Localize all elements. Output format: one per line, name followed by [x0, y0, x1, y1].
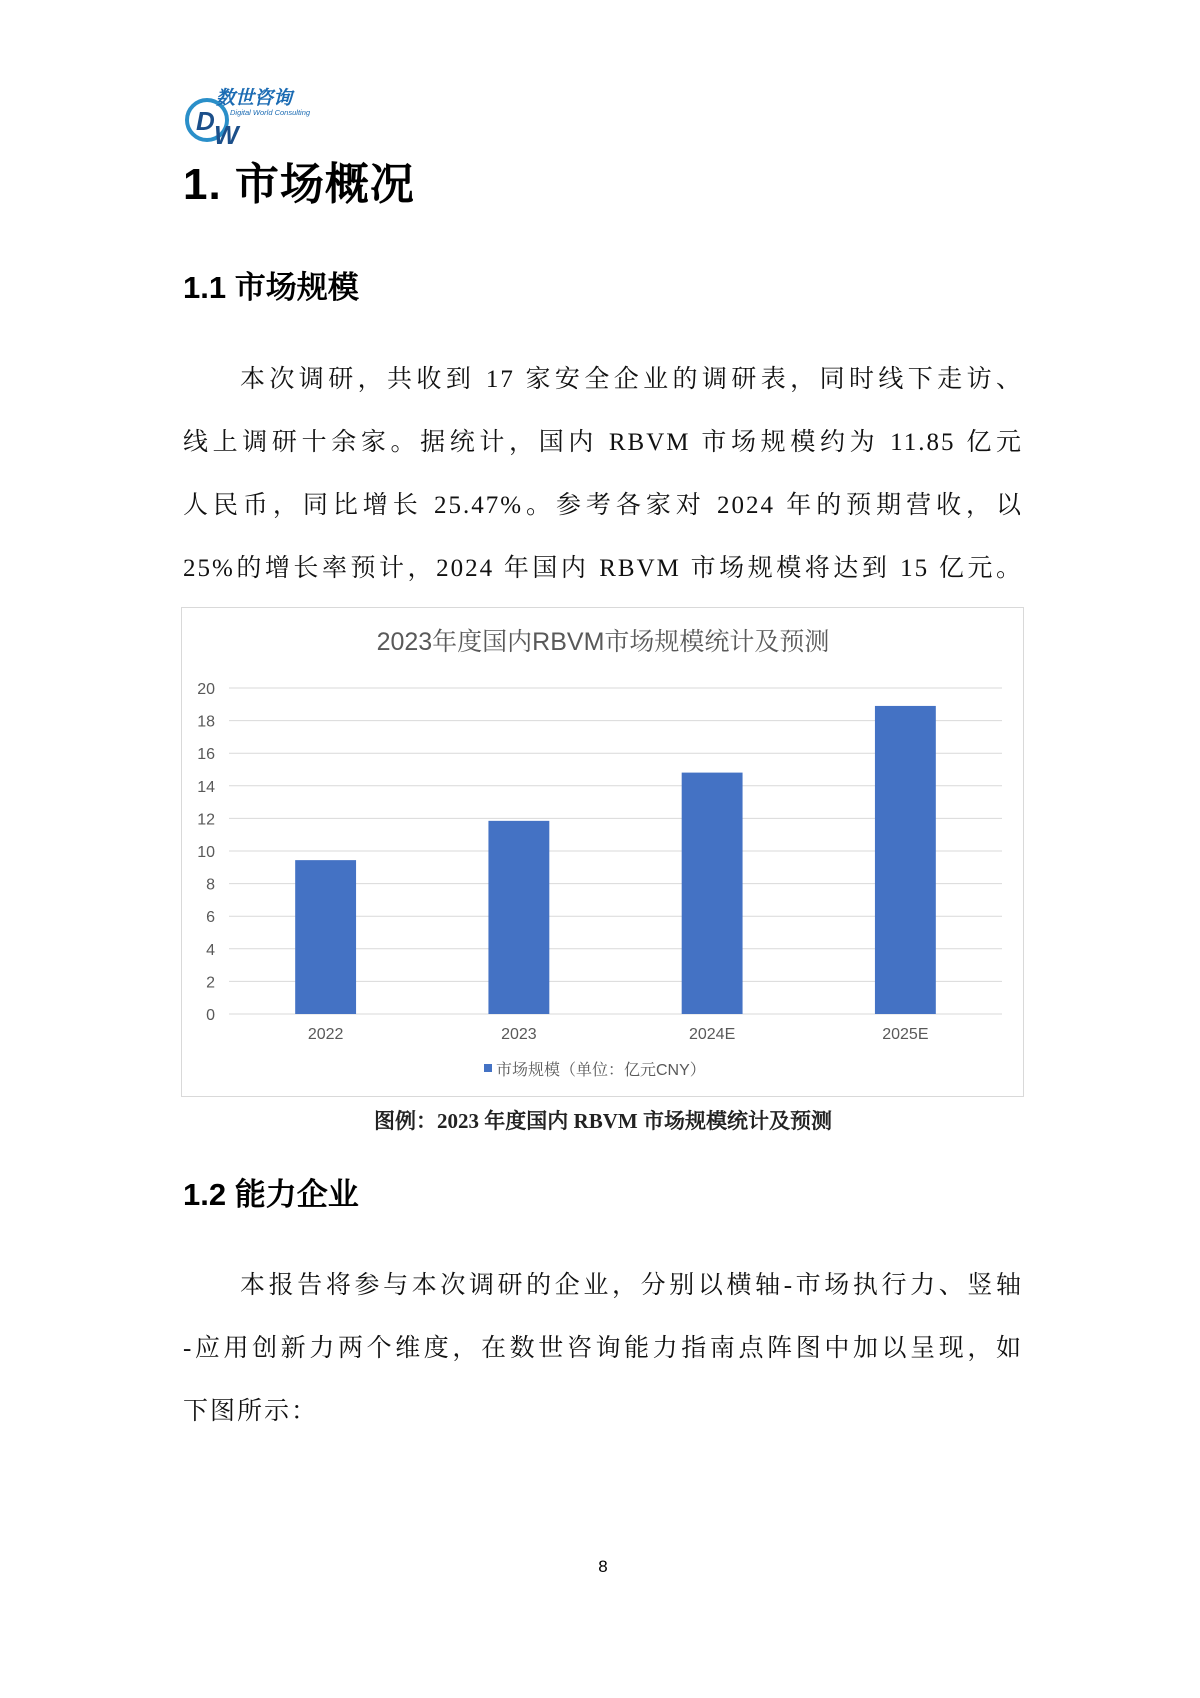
- chart-y-axis: [197, 681, 215, 1024]
- paragraph-line: -应用创新力两个维度，在数世咨询能力指南点阵图中加以呈现，如: [183, 1335, 1023, 1362]
- y-tick-label: 14: [197, 778, 215, 796]
- y-tick-label: 20: [197, 681, 215, 698]
- page-number: 8: [598, 1557, 608, 1576]
- x-tick-label: 2024E: [688, 1026, 736, 1043]
- market-size-chart: [181, 607, 1024, 1097]
- y-tick-label: 12: [197, 811, 215, 829]
- bar-2025E: [875, 706, 936, 1014]
- paragraph-line: 25%的增长率预计，2024 年国内 RBVM 市场规模将达到 15 亿元。: [183, 555, 1023, 582]
- logo-name-en: Digital World Consulting: [230, 108, 311, 117]
- logo-mark-w: W: [214, 120, 239, 146]
- paragraph-line: 人民币，同比增长 25.47%。参考各家对 2024 年的预期营收，以: [183, 492, 1023, 519]
- chart-title: 2023年度国内RBVM市场规模统计及预测: [376, 628, 830, 656]
- y-tick-label: 2: [206, 974, 215, 992]
- y-tick-label: 8: [206, 876, 215, 894]
- y-tick-label: 6: [206, 909, 215, 927]
- y-tick-label: 10: [197, 844, 215, 861]
- x-tick-label: 2025E: [882, 1026, 929, 1043]
- x-tick-label: 2022: [307, 1026, 344, 1043]
- y-tick-label: 4: [206, 941, 215, 959]
- paragraph-line: 本报告将参与本次调研的企业，分别以横轴-市场执行力、竖轴: [240, 1272, 1023, 1299]
- market-size-paragraph: [183, 348, 1023, 600]
- company-logo: [183, 84, 343, 146]
- paragraph-line: 本次调研，共收到 17 家安全企业的调研表，同时线下走访、: [240, 366, 1023, 393]
- legend-swatch: [484, 1064, 492, 1072]
- chart-legend: [484, 1060, 706, 1079]
- paragraph-line: 线上调研十余家。据统计，国内 RBVM 市场规模约为 11.85 亿元: [183, 429, 1023, 456]
- chart-bars: [295, 706, 936, 1014]
- logo-mark-d: D: [196, 106, 215, 136]
- bar-2024E: [682, 773, 743, 1014]
- y-tick-label: 16: [197, 746, 215, 764]
- section-heading-market-overview: 1. 市场概况: [183, 160, 415, 209]
- subsection-heading-capable-vendors: 1.2 能力企业: [183, 1177, 359, 1212]
- chart-caption: 图例：2023 年度国内 RBVM 市场规模统计及预测: [374, 1109, 832, 1133]
- y-tick-label: 18: [197, 713, 215, 731]
- logo-name-cn: 数世咨询: [216, 88, 293, 109]
- bar-2023: [488, 821, 549, 1014]
- x-tick-label: 2023: [501, 1026, 537, 1043]
- subsection-heading-market-size: 1.1 市场规模: [183, 270, 359, 305]
- bar-2022: [295, 860, 356, 1014]
- capable-vendors-paragraph: [183, 1254, 1023, 1443]
- chart-x-axis: [308, 1026, 929, 1043]
- paragraph-line: 下图所示：: [183, 1398, 319, 1425]
- bar-chart-svg: [182, 608, 1023, 1096]
- legend-label: 市场规模（单位：亿元CNY）: [496, 1062, 706, 1079]
- y-tick-label: 0: [206, 1007, 215, 1024]
